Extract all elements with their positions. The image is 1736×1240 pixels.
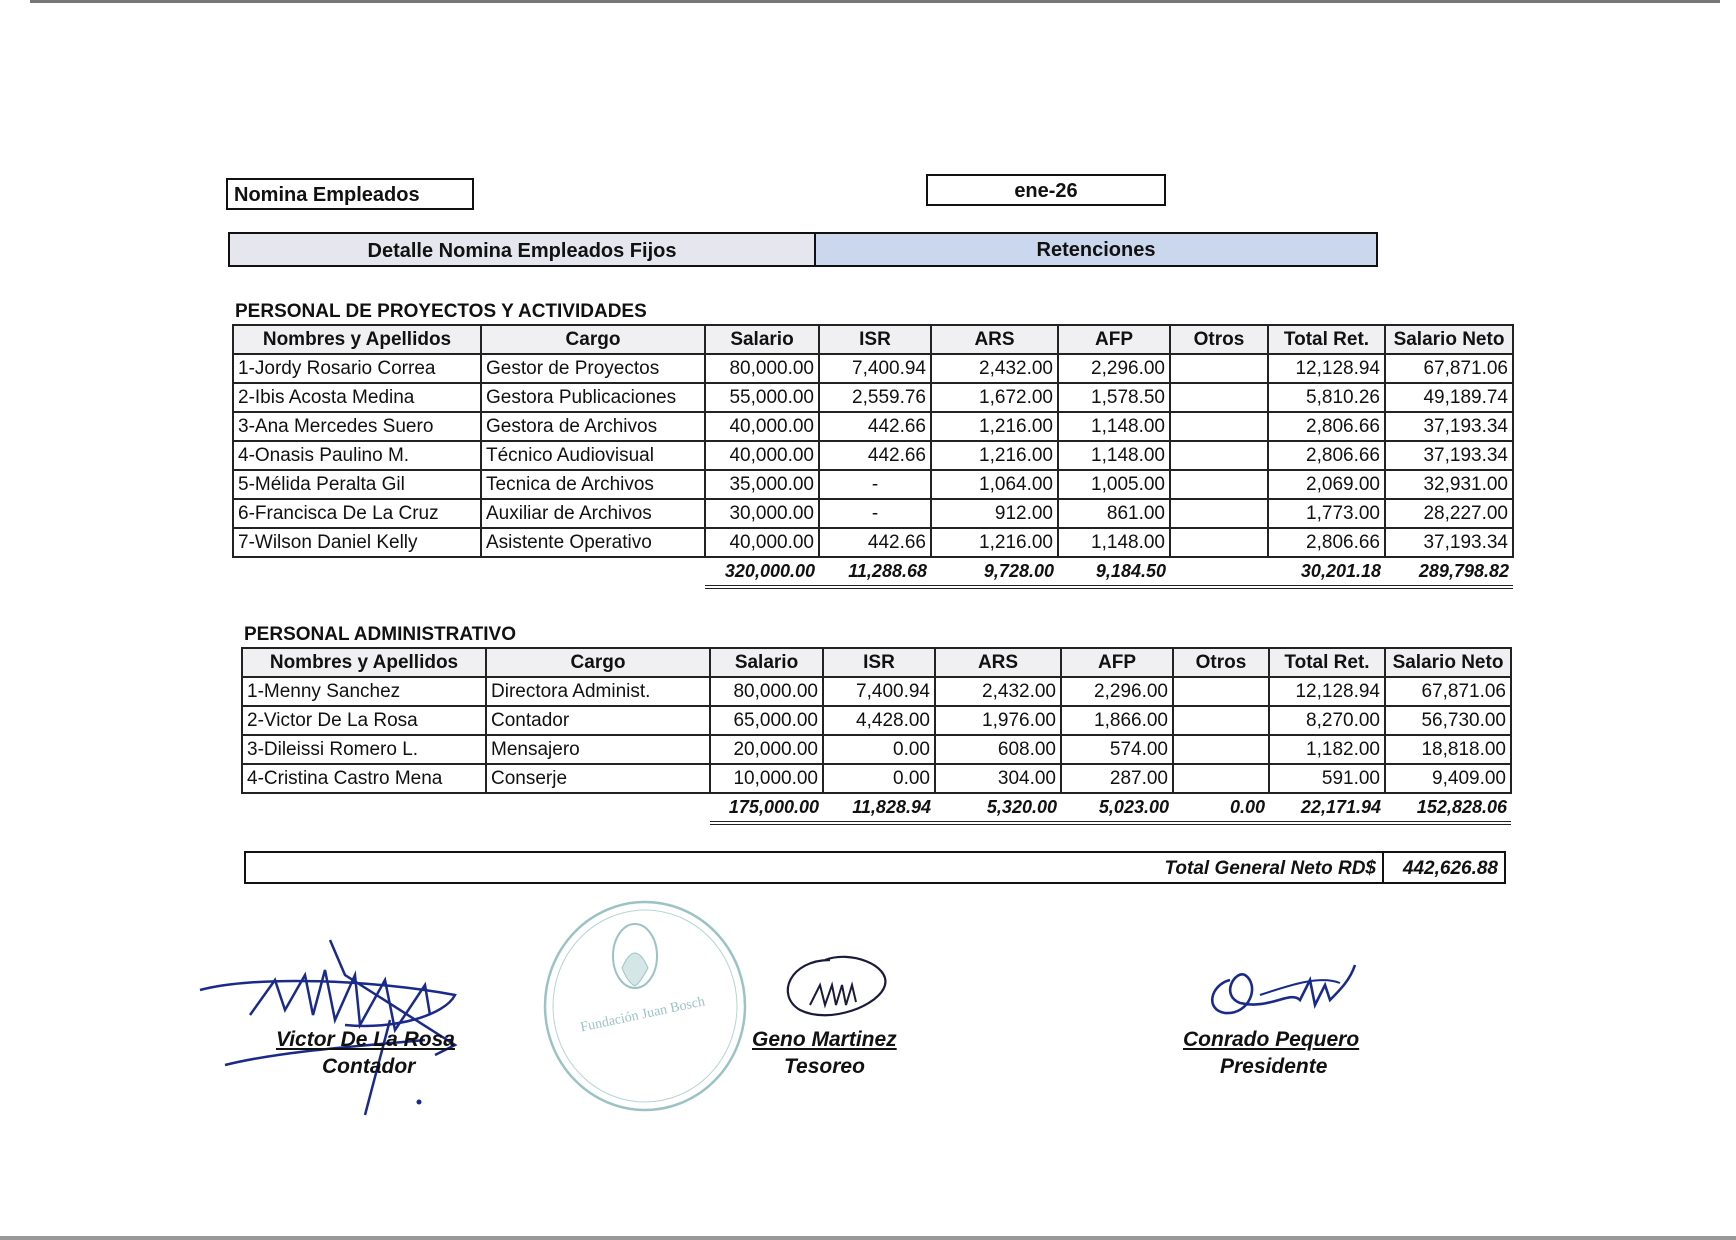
fecha-box [926, 174, 1166, 206]
total-general-label: Total General Neto RD$ [1164, 858, 1376, 879]
table-row [242, 706, 1511, 735]
cell-cargo: Conserje [486, 764, 710, 793]
total-general-box [244, 851, 1506, 884]
col-header-otros: Otros [1173, 648, 1269, 677]
cell-nombre: 6-Francisca De La Cruz [233, 499, 481, 528]
table-row [233, 354, 1513, 383]
cell-isr: - [819, 499, 931, 528]
cell-afp: 1,005.00 [1058, 470, 1170, 499]
fecha-label: ene-26 [1014, 180, 1078, 202]
table-total-row [242, 793, 1511, 823]
cell-nombre: 5-Mélida Peralta Gil [233, 470, 481, 499]
cell-isr: 4,428.00 [823, 706, 935, 735]
section-title-proyectos: PERSONAL DE PROYECTOS Y ACTIVIDADES [235, 301, 647, 322]
cell-salario-neto: 18,818.00 [1385, 735, 1511, 764]
cell-total-ret: 5,810.26 [1268, 383, 1385, 412]
table-row [233, 412, 1513, 441]
cell-salario: 55,000.00 [705, 383, 819, 412]
col-header-salario: Salario [705, 325, 819, 354]
cell-ars: 1,672.00 [931, 383, 1058, 412]
cell-isr: 0.00 [823, 764, 935, 793]
total-otros [1170, 557, 1268, 587]
signature-presidente-icon [1200, 955, 1370, 1035]
cell-otros [1173, 764, 1269, 793]
cell-isr: 442.66 [819, 528, 931, 557]
cell-total-ret: 12,128.94 [1269, 677, 1385, 706]
cell-cargo: Gestor de Proyectos [481, 354, 705, 383]
signature-role-presidente: Presidente [1220, 1055, 1328, 1078]
cell-otros [1173, 706, 1269, 735]
total-ars: 5,320.00 [935, 793, 1061, 823]
top-edge-line [30, 0, 1720, 3]
cell-cargo: Mensajero [486, 735, 710, 764]
cell-ars: 1,064.00 [931, 470, 1058, 499]
cell-nombre: 2-Victor De La Rosa [242, 706, 486, 735]
cell-ars: 608.00 [935, 735, 1061, 764]
cell-otros [1170, 383, 1268, 412]
cell-total-ret: 2,806.66 [1268, 412, 1385, 441]
cell-afp: 1,148.00 [1058, 441, 1170, 470]
signature-name-tesorero: Geno Martinez [752, 1028, 897, 1051]
cell-salario: 30,000.00 [705, 499, 819, 528]
cell-cargo: Tecnica de Archivos [481, 470, 705, 499]
total-neto: 289,798.82 [1385, 557, 1513, 587]
table-row [233, 383, 1513, 412]
col-header-nombres: Nombres y Apellidos [233, 325, 481, 354]
total-ret: 22,171.94 [1269, 793, 1385, 823]
cell-nombre: 2-Ibis Acosta Medina [233, 383, 481, 412]
cell-ars: 2,432.00 [935, 677, 1061, 706]
col-header-cargo: Cargo [481, 325, 705, 354]
cell-isr: 2,559.76 [819, 383, 931, 412]
cell-total-ret: 2,806.66 [1268, 528, 1385, 557]
nomina-label-box [226, 178, 474, 210]
table-row [233, 441, 1513, 470]
total-otros: 0.00 [1173, 793, 1269, 823]
cell-afp: 861.00 [1058, 499, 1170, 528]
cell-ars: 304.00 [935, 764, 1061, 793]
foundation-stamp-icon [540, 898, 750, 1114]
cell-ars: 2,432.00 [931, 354, 1058, 383]
cell-salario: 20,000.00 [710, 735, 823, 764]
table-row [233, 499, 1513, 528]
total-salario: 175,000.00 [710, 793, 823, 823]
cell-nombre: 1-Menny Sanchez [242, 677, 486, 706]
table-row [233, 528, 1513, 557]
cell-cargo: Asistente Operativo [481, 528, 705, 557]
cell-afp: 1,148.00 [1058, 528, 1170, 557]
table-row [242, 764, 1511, 793]
cell-cargo: Auxiliar de Archivos [481, 499, 705, 528]
cell-salario-neto: 37,193.34 [1385, 528, 1513, 557]
col-header-isr: ISR [819, 325, 931, 354]
cell-isr: - [819, 470, 931, 499]
cell-nombre: 3-Ana Mercedes Suero [233, 412, 481, 441]
cell-salario-neto: 49,189.74 [1385, 383, 1513, 412]
total-ars: 9,728.00 [931, 557, 1058, 587]
cell-total-ret: 8,270.00 [1269, 706, 1385, 735]
cell-salario: 40,000.00 [705, 412, 819, 441]
cell-cargo: Gestora Publicaciones [481, 383, 705, 412]
table-total-row [233, 557, 1513, 587]
payroll-table-proyectos [232, 324, 1514, 589]
cell-salario-neto: 67,871.06 [1385, 677, 1511, 706]
bottom-edge-line [0, 1236, 1736, 1240]
cell-isr: 442.66 [819, 412, 931, 441]
cell-salario-neto: 28,227.00 [1385, 499, 1513, 528]
table-row [242, 677, 1511, 706]
col-header-total-ret: Total Ret. [1268, 325, 1385, 354]
cell-total-ret: 12,128.94 [1268, 354, 1385, 383]
col-header-cargo: Cargo [486, 648, 710, 677]
cell-afp: 2,296.00 [1058, 354, 1170, 383]
col-header-afp: AFP [1061, 648, 1173, 677]
cell-otros [1170, 354, 1268, 383]
cell-afp: 2,296.00 [1061, 677, 1173, 706]
cell-afp: 1,578.50 [1058, 383, 1170, 412]
cell-ars: 1,216.00 [931, 528, 1058, 557]
cell-isr: 7,400.94 [823, 677, 935, 706]
cell-nombre: 4-Cristina Castro Mena [242, 764, 486, 793]
detalle-label: Detalle Nomina Empleados Fijos [230, 234, 816, 265]
col-header-otros: Otros [1170, 325, 1268, 354]
cell-salario: 65,000.00 [710, 706, 823, 735]
cell-nombre: 3-Dileissi Romero L. [242, 735, 486, 764]
total-isr: 11,828.94 [823, 793, 935, 823]
col-header-salario-neto: Salario Neto [1385, 648, 1511, 677]
cell-total-ret: 2,806.66 [1268, 441, 1385, 470]
cell-otros [1170, 499, 1268, 528]
cell-isr: 0.00 [823, 735, 935, 764]
cell-salario-neto: 37,193.34 [1385, 412, 1513, 441]
col-header-ars: ARS [935, 648, 1061, 677]
signature-tesorero-icon [770, 950, 900, 1030]
cell-salario: 80,000.00 [710, 677, 823, 706]
cell-isr: 7,400.94 [819, 354, 931, 383]
signature-role-tesorero: Tesoreo [784, 1055, 865, 1078]
total-isr: 11,288.68 [819, 557, 931, 587]
section-title-administrativo: PERSONAL ADMINISTRATIVO [244, 624, 516, 645]
cell-nombre: 1-Jordy Rosario Correa [233, 354, 481, 383]
cell-otros [1173, 735, 1269, 764]
total-neto: 152,828.06 [1385, 793, 1511, 823]
cell-total-ret: 1,182.00 [1269, 735, 1385, 764]
total-salario: 320,000.00 [705, 557, 819, 587]
cell-salario: 35,000.00 [705, 470, 819, 499]
col-header-total-ret: Total Ret. [1269, 648, 1385, 677]
cell-afp: 287.00 [1061, 764, 1173, 793]
cell-isr: 442.66 [819, 441, 931, 470]
cell-ars: 1,216.00 [931, 441, 1058, 470]
nomina-label: Nomina Empleados [234, 184, 420, 206]
signature-name-presidente: Conrado Pequero [1183, 1028, 1360, 1051]
col-header-afp: AFP [1058, 325, 1170, 354]
table-row [233, 470, 1513, 499]
detalle-header-bar [228, 232, 1378, 267]
cell-salario: 40,000.00 [705, 528, 819, 557]
col-header-salario: Salario [710, 648, 823, 677]
total-general-value: 442,626.88 [1382, 853, 1504, 882]
cell-ars: 1,976.00 [935, 706, 1061, 735]
col-header-ars: ARS [931, 325, 1058, 354]
cell-ars: 912.00 [931, 499, 1058, 528]
total-ret: 30,201.18 [1268, 557, 1385, 587]
cell-cargo: Técnico Audiovisual [481, 441, 705, 470]
col-header-salario-neto: Salario Neto [1385, 325, 1513, 354]
cell-nombre: 7-Wilson Daniel Kelly [233, 528, 481, 557]
payroll-table-administrativo [241, 647, 1512, 825]
cell-otros [1173, 677, 1269, 706]
col-header-nombres: Nombres y Apellidos [242, 648, 486, 677]
cell-salario-neto: 37,193.34 [1385, 441, 1513, 470]
cell-ars: 1,216.00 [931, 412, 1058, 441]
cell-salario-neto: 32,931.00 [1385, 470, 1513, 499]
cell-salario-neto: 56,730.00 [1385, 706, 1511, 735]
col-header-isr: ISR [823, 648, 935, 677]
cell-afp: 1,866.00 [1061, 706, 1173, 735]
cell-total-ret: 1,773.00 [1268, 499, 1385, 528]
total-afp: 5,023.00 [1061, 793, 1173, 823]
cell-otros [1170, 528, 1268, 557]
cell-salario-neto: 9,409.00 [1385, 764, 1511, 793]
cell-otros [1170, 412, 1268, 441]
retenciones-label: Retenciones [816, 234, 1376, 265]
cell-salario: 80,000.00 [705, 354, 819, 383]
signature-role-contador: Contador [322, 1055, 416, 1078]
cell-salario: 40,000.00 [705, 441, 819, 470]
table-header-row [242, 648, 1511, 677]
table-header-row [233, 325, 1513, 354]
cell-afp: 1,148.00 [1058, 412, 1170, 441]
cell-otros [1170, 441, 1268, 470]
cell-afp: 574.00 [1061, 735, 1173, 764]
signature-name-contador: Victor De La Rosa [276, 1028, 455, 1051]
cell-cargo: Contador [486, 706, 710, 735]
stamp-text: Fundación Juan Bosch [579, 994, 707, 1036]
cell-salario-neto: 67,871.06 [1385, 354, 1513, 383]
cell-cargo: Directora Administ. [486, 677, 710, 706]
cell-cargo: Gestora de Archivos [481, 412, 705, 441]
cell-nombre: 4-Onasis Paulino M. [233, 441, 481, 470]
total-afp: 9,184.50 [1058, 557, 1170, 587]
table-row [242, 735, 1511, 764]
cell-otros [1170, 470, 1268, 499]
cell-salario: 10,000.00 [710, 764, 823, 793]
cell-total-ret: 2,069.00 [1268, 470, 1385, 499]
cell-total-ret: 591.00 [1269, 764, 1385, 793]
